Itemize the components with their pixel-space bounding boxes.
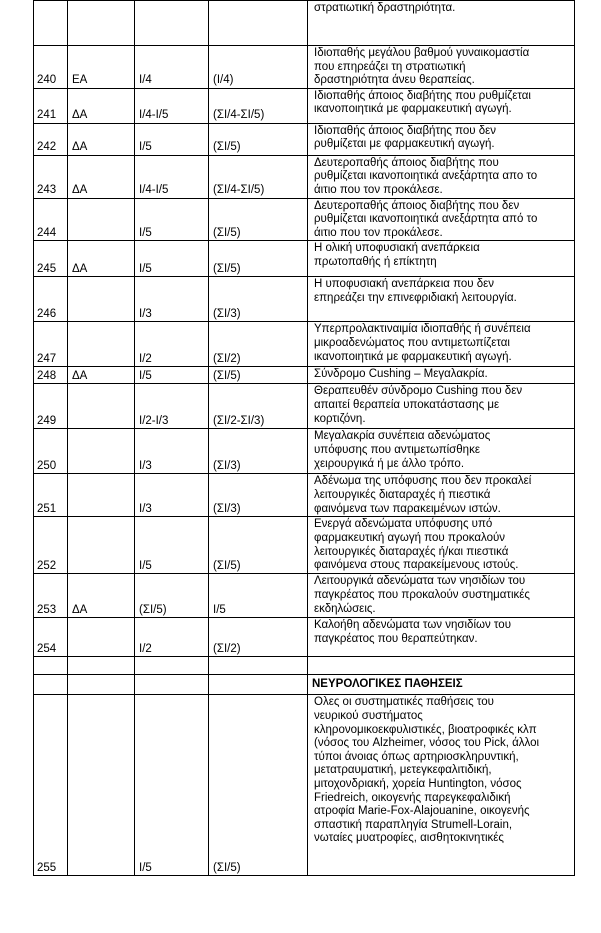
alt-category-cell: (ΣΙ/5)	[209, 123, 308, 155]
alt-category-cell: (ΣΙ/2-ΣΙ/3)	[209, 384, 308, 429]
description-cell: Ολες οι συστηματικές παθήσεις του νευρικού συστήματος κληρονομικοεκφυλιστικές, βιοατροφικές κλπ (νόσος του Alzheimer, νόσος του Pick, άλλοι τύποι άνοιας όπως αρτηριοσκληρυντική, μετατραυματική, μετεγκεφαλιτιδική, μιτοχονδριακή, χορεία Huntington, νόσος Friedreich, οικογενής παρεγκεφαλιδική ατροφία Marie-Fox-Alajouanine, οικογενής σπαστική παραπληγία Strumell-Lorain, νωταίες μυατροφίες, αισθητοκινητικές	[308, 695, 575, 876]
category-cell: Ι/5	[135, 198, 209, 241]
description-cell: Καλοήθη αδενώματα των νησιδίων του παγκρέατος που θεραπεύτηκαν.	[308, 618, 575, 657]
table-row	[34, 474, 575, 517]
description-cell: Μεγαλακρία συνέπεια αδενώματος υπόφυσης που αντιμετωπίσθηκε χειρουργικά ή με άλλο τρόπο.	[308, 429, 575, 474]
table-row	[34, 429, 575, 474]
code-cell: ΔΑ	[68, 241, 135, 277]
table-row	[34, 198, 575, 241]
category-cell	[135, 657, 209, 675]
code-cell: ΔΑ	[68, 88, 135, 123]
row-number: 250	[34, 429, 68, 474]
description-cell: Ιδιοπαθής άποιος διαβήτης που δεν ρυθμίζεται με φαρμακευτική αγωγή.	[308, 123, 575, 155]
table-row	[34, 367, 575, 384]
alt-category-cell	[209, 675, 308, 695]
row-number	[34, 1, 68, 46]
alt-category-cell: (ΣΙ/5)	[209, 695, 308, 876]
category-cell: Ι/5	[135, 367, 209, 384]
row-number: 249	[34, 384, 68, 429]
code-cell: ΔΑ	[68, 155, 135, 198]
description-cell: Αδένωμα της υπόφυσης που δεν προκαλεί λειτουργικές διαταραχές ή πιεστικά φαινόμενα των παρακειμένων ιστών.	[308, 474, 575, 517]
table-body	[34, 1, 575, 876]
table-row	[34, 657, 575, 675]
description-cell: Σύνδρομο Cushing – Μεγαλακρία.	[308, 367, 575, 384]
table-row	[34, 1, 575, 46]
description-cell: Ιδιοπαθής μεγάλου βαθμού γυναικομαστία που επηρεάζει τη στρατιωτική δραστηριότητα άνευ θεραπείας.	[308, 46, 575, 89]
row-number: 253	[34, 574, 68, 618]
description-cell: Ενεργά αδενώματα υπόφυσης υπό φαρμακευτική αγωγή που προκαλούν λειτουργικές διαταραχές ή/και πιεστικά φαινόμενα στους παρακείμενους ιστούς.	[308, 517, 575, 574]
code-cell	[68, 322, 135, 367]
alt-category-cell: (ΣΙ/3)	[209, 429, 308, 474]
table-row	[34, 277, 575, 322]
alt-category-cell	[209, 1, 308, 46]
code-cell	[68, 517, 135, 574]
code-cell	[68, 1, 135, 46]
table-row	[34, 46, 575, 89]
alt-category-cell: (ΣΙ/5)	[209, 241, 308, 277]
description-cell: Υπερπρολακτιναιμία ιδιοπαθής ή συνέπεια μικροαδενώματος που αντιμετωπίζεται ικανοποιητικά με φαρμακευτική αγωγή.	[308, 322, 575, 367]
category-cell: Ι/3	[135, 429, 209, 474]
row-number: 247	[34, 322, 68, 367]
alt-category-cell: (Ι/4)	[209, 46, 308, 89]
alt-category-cell: (ΣΙ/5)	[209, 517, 308, 574]
code-cell	[68, 657, 135, 675]
alt-category-cell: (ΣΙ/5)	[209, 198, 308, 241]
description-cell	[308, 657, 575, 675]
row-number: 243	[34, 155, 68, 198]
category-cell	[135, 675, 209, 695]
code-cell: ΕΑ	[68, 46, 135, 89]
table-row	[34, 241, 575, 277]
description-cell: Ιδιοπαθής άποιος διαβήτης που ρυθμίζεται ικανοποιητικά με φαρμακευτική αγωγή.	[308, 88, 575, 123]
row-number: 244	[34, 198, 68, 241]
description-cell: Θεραπευθέν σύνδρομο Cushing που δεν απαιτεί θεραπεία υποκατάστασης με κορτιζόνη.	[308, 384, 575, 429]
row-number: 251	[34, 474, 68, 517]
classification-table	[33, 0, 575, 876]
table-row	[34, 618, 575, 657]
alt-category-cell: (ΣΙ/2)	[209, 618, 308, 657]
category-cell: Ι/3	[135, 277, 209, 322]
row-number: 241	[34, 88, 68, 123]
category-cell: Ι/2	[135, 322, 209, 367]
code-cell	[68, 277, 135, 322]
description-cell: Η υποφυσιακή ανεπάρκεια που δεν επηρεάζει την επινεφριδιακή λειτουργία.	[308, 277, 575, 322]
alt-category-cell: Ι/5	[209, 574, 308, 618]
description-cell: στρατιωτική δραστηριότητα.	[308, 1, 575, 46]
alt-category-cell: (ΣΙ/4-ΣΙ/5)	[209, 155, 308, 198]
alt-category-cell	[209, 657, 308, 675]
row-number: 254	[34, 618, 68, 657]
category-cell: Ι/2-Ι/3	[135, 384, 209, 429]
alt-category-cell: (ΣΙ/5)	[209, 367, 308, 384]
description-cell: Λειτουργικά αδενώματα των νησιδίων του παγκρέατος που προκαλούν συστηματικές εκδηλώσεις.	[308, 574, 575, 618]
table-row	[34, 88, 575, 123]
category-cell: Ι/3	[135, 474, 209, 517]
code-cell	[68, 675, 135, 695]
alt-category-cell: (ΣΙ/2)	[209, 322, 308, 367]
row-number: 240	[34, 46, 68, 89]
code-cell	[68, 429, 135, 474]
category-cell: Ι/5	[135, 695, 209, 876]
code-cell	[68, 198, 135, 241]
description-cell: Δευτεροπαθής άποιος διαβήτης που δεν ρυθμίζεται ικανοποιητικά ανεξάρτητα από το άιτιο που τον προκάλεσε.	[308, 198, 575, 241]
alt-category-cell: (ΣΙ/3)	[209, 277, 308, 322]
code-cell: ΔΑ	[68, 574, 135, 618]
table-row	[34, 574, 575, 618]
table-row	[34, 384, 575, 429]
category-cell: Ι/5	[135, 241, 209, 277]
code-cell: ΔΑ	[68, 123, 135, 155]
table-row	[34, 322, 575, 367]
alt-category-cell: (ΣΙ/4-ΣΙ/5)	[209, 88, 308, 123]
code-cell	[68, 384, 135, 429]
table-row	[34, 123, 575, 155]
row-number: 242	[34, 123, 68, 155]
row-number: 245	[34, 241, 68, 277]
category-cell: Ι/4	[135, 46, 209, 89]
alt-category-cell: (ΣΙ/3)	[209, 474, 308, 517]
row-number	[34, 675, 68, 695]
row-number	[34, 657, 68, 675]
description-cell: Δευτεροπαθής άποιος διαβήτης που ρυθμίζεται ικανοποιητικά ανεξάρτητα απο το άιτιο που τον προκάλεσε.	[308, 155, 575, 198]
table-row	[34, 695, 575, 876]
row-number: 248	[34, 367, 68, 384]
table-row	[34, 155, 575, 198]
table-row	[34, 517, 575, 574]
code-cell	[68, 474, 135, 517]
category-cell: Ι/4-Ι/5	[135, 155, 209, 198]
category-cell	[135, 1, 209, 46]
row-number: 255	[34, 695, 68, 876]
category-cell: (ΣΙ/5)	[135, 574, 209, 618]
category-cell: Ι/5	[135, 123, 209, 155]
code-cell	[68, 618, 135, 657]
code-cell: ΔΑ	[68, 367, 135, 384]
description-cell: Η ολική υποφυσιακή ανεπάρκεια πρωτοπαθής ή επίκτητη	[308, 241, 575, 277]
category-cell: Ι/2	[135, 618, 209, 657]
row-number: 252	[34, 517, 68, 574]
category-cell: Ι/5	[135, 517, 209, 574]
row-number: 246	[34, 277, 68, 322]
category-cell: Ι/4-Ι/5	[135, 88, 209, 123]
table-row	[34, 675, 575, 695]
code-cell	[68, 695, 135, 876]
description-cell: ΝΕΥΡΟΛΟΓΙΚΕΣ ΠΑΘΗΣΕΙΣ	[308, 675, 575, 695]
